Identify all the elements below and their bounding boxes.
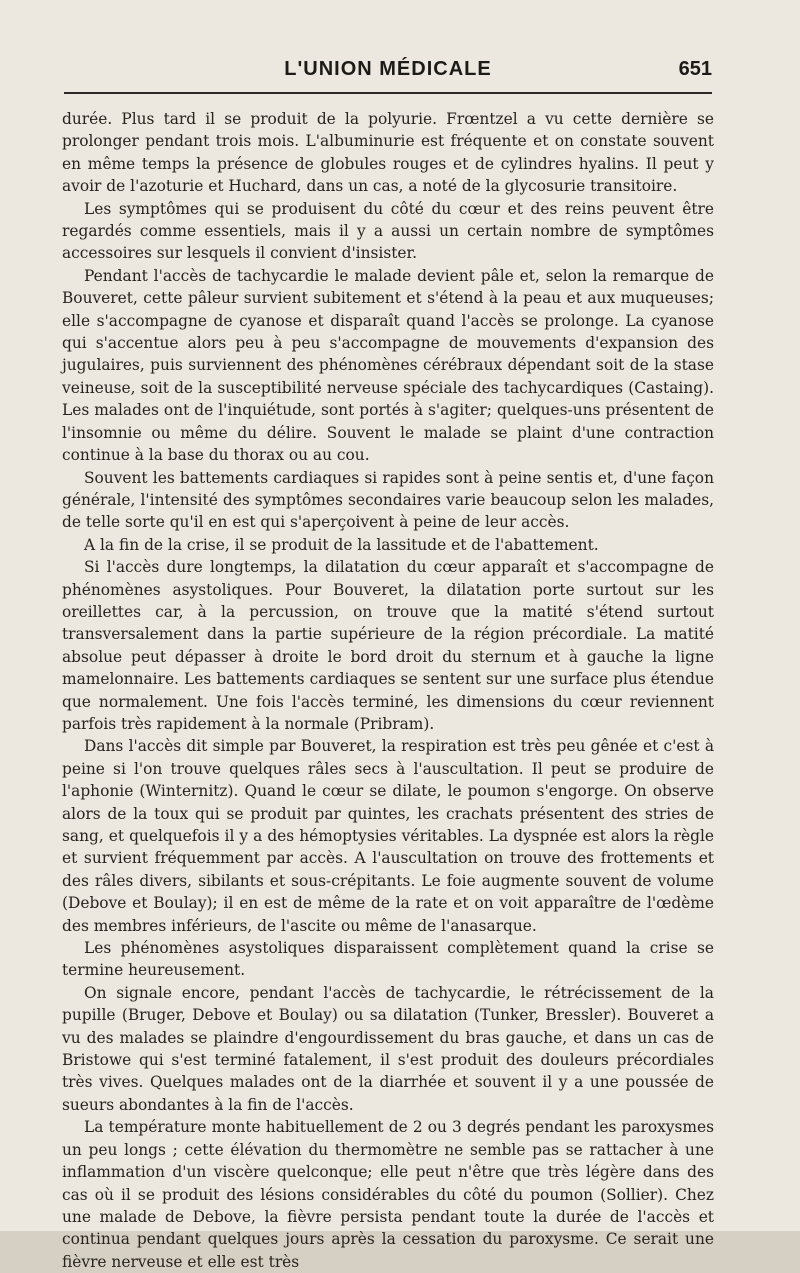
paragraph-9: On signale encore, pendant l'accès de tachycardie, le rétrécissement de la pupille (Bruger, Debove et Boulay) ou sa dilatation (Tunker, Bressler). Bouveret a vu des malades se plaindre d'engourdissement du bras gauche, et dans un cas de Bristowe qui s'est terminé fatalement, il s'est produit des douleurs précordiales très vives. Quelques malades ont de la diarrhée et souvent il y a une poussée de sueurs abondantes à la fin de l'accès.	[62, 983, 714, 1114]
article-body	[62, 108, 714, 1273]
paragraph-4: Souvent les battements cardiaques si rapides sont à peine sentis et, d'une façon générale, l'intensité des symptômes secondaires varie beaucoup selon les malades, de telle sorte qu'il en est qui s'aperçoivent à peine de leur accès.	[62, 468, 714, 532]
running-title: L'UNION MÉDICALE	[284, 58, 492, 80]
paragraph-7: Dans l'accès dit simple par Bouveret, la respiration est très peu gênée et c'est à peine si l'on trouve quelques râles secs à l'auscultation. Il peut se produire de l'aphonie (Winternitz). Quand le cœur se dilate, le poumon s'engorge. On observe alors de la toux qui se produit par quintes, les crachats présentent des stries de sang, et quelquefois il y a des hémoptysies véritables. La dyspnée est alors la règle et survient fréquemment par accès. A l'auscultation on trouve des frottements et des râles divers, sibilants et sous-crépitants. Le foie augmente souvent de volume (Debove et Boulay); il en est de même de la rate et on voit apparaître de l'œdème des membres inférieurs, de l'ascite ou même de l'anasarque.	[62, 737, 714, 935]
page-number: 651	[678, 58, 712, 80]
paragraph-2: Les symptômes qui se produisent du côté du cœur et des reins peuvent être regardés comme essentiels, mais il y a aussi un certain nombre de symptômes accessoires sur lesquels il convient d'insister.	[62, 199, 714, 263]
paragraph-5: A la fin de la crise, il se produit de la lassitude et de l'abattement.	[84, 535, 599, 554]
paragraph-6: Si l'accès dure longtemps, la dilatation du cœur apparaît et s'accompagne de phénomènes asystoliques. Pour Bouveret, la dilatation porte surtout sur les oreillettes car, à la percussion, on trouve que la matité s'étend surtout transversalement dans la partie supérieure de la région précordiale. La matité absolue peut dépasser à droite le bord droit du sternum et à gauche la ligne mamelonnaire. Les battements cardiaques se sentent sur une surface plus étendue que normalement. Une fois l'accès terminé, les dimensions du cœur reviennent parfois très rapidement à la normale (Pribram).	[62, 558, 714, 733]
page-header	[64, 58, 712, 86]
paragraph-10: La température monte habituellement de 2 ou 3 degrés pendant les paroxysmes un peu longs ; cette élévation du thermomètre ne semble pas se rattacher à une inflammation d'un viscère quelconque; elle peut n'être que très légère dans des cas où il se produit des lésions considérables du côté du poumon (Sollier). Chez une malade de Debove, la fièvre persista pendant toute la durée de l'accès et continua pendant quelques jours après la cessation du paroxysme. Ce serait une fièvre nerveuse et elle est très	[62, 1118, 714, 1271]
paragraph-8: Les phénomènes asystoliques disparaissent complètement quand la crise se termine heureusement.	[62, 939, 714, 980]
paragraph-1: durée. Plus tard il se produit de la polyurie. Frœntzel a vu cette dernière se prolonger pendant trois mois. L'albuminurie est fréquente et on constate souvent en même temps la présence de globules rouges et de cylindres hyalins. Il peut y avoir de l'azoturie et Huchard, dans un cas, a noté de la glycosurie transitoire.	[62, 110, 714, 196]
paragraph-3: Pendant l'accès de tachycardie le malade devient pâle et, selon la remarque de Bouveret, cette pâleur survient subitement et s'étend à la peau et aux muqueuses; elle s'accompagne de cyanose et disparaît quand l'accès se prolonge. La cyanose qui s'accentue alors peu à peu s'accompagne de mouvements d'expansion des jugulaires, puis surviennent des phénomènes cérébraux dépendant soit de la stase veineuse, soit de la susceptibilité nerveuse spéciale des tachycardiques (Castaing). Les malades ont de l'inquiétude, sont portés à s'agiter; quelques-uns présentent de l'insomnie ou même du délire. Souvent le malade se plaint d'une contraction continue à la base du thorax ou au cou.	[62, 266, 714, 465]
header-rule	[64, 92, 712, 94]
